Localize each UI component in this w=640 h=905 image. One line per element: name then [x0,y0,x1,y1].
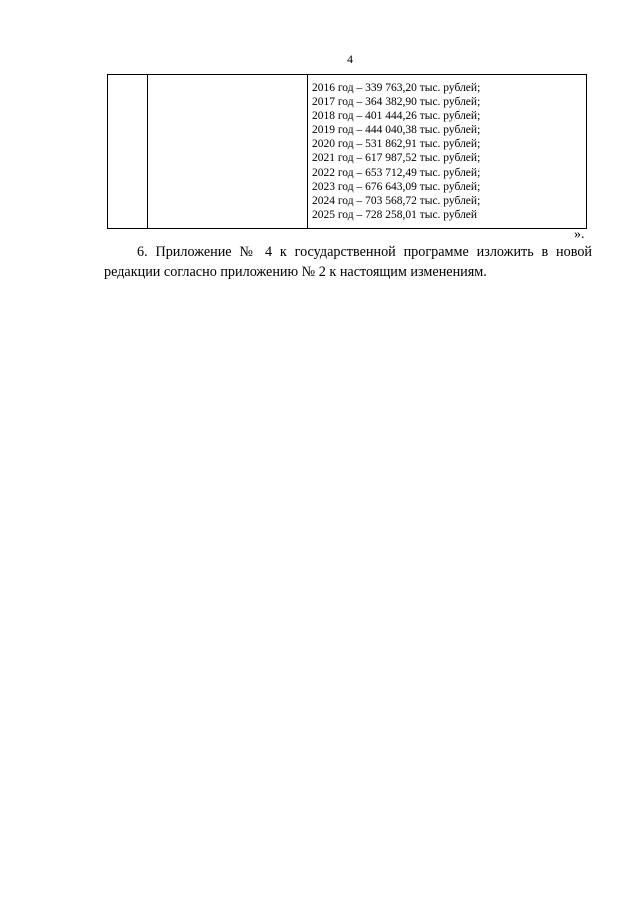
funding-line: 2024 год – 703 568,72 тыс. рублей; [312,194,481,207]
funding-line: 2019 год – 444 040,38 тыс. рублей; [312,124,481,137]
table-cell-label [148,75,308,229]
funding-line: 2018 год – 401 444,26 тыс. рублей; [312,110,481,123]
funding-line: 2021 год – 617 987,52 тыс. рублей; [312,152,481,165]
funding-line: 2025 год – 728 258,01 тыс. рублей [312,208,478,221]
funding-line: 2023 год – 676 643,09 тыс. рублей; [312,180,481,193]
funding-line: 2017 год – 364 382,90 тыс. рублей; [312,96,481,109]
funding-line: 2016 год – 339 763,20 тыс. рублей; [312,82,481,94]
paragraph-item-6: 6. Приложение № 4 к государственной программе изложить в новой редакции согласно приложению № 2 к настоящим изменениям. [104,244,592,280]
funding-line: 2022 год – 653 712,49 тыс. рублей; [312,166,481,179]
page-number: 4 [347,52,353,66]
funding-table [107,74,587,229]
funding-line: 2020 год – 531 862,91 тыс. рублей; [312,138,481,151]
table-row [108,75,587,229]
closing-quote: ». [574,227,585,242]
table-cell-number [108,75,148,229]
funding-lines [308,75,586,222]
table-cell-funding [308,75,587,229]
